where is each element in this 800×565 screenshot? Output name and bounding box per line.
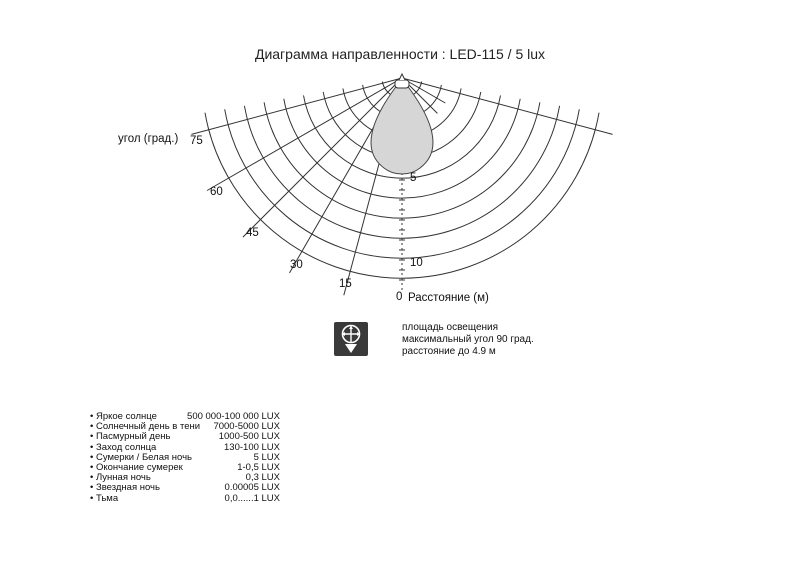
angle-line (191, 78, 402, 134)
beam-shape (371, 84, 433, 174)
lux-value: 5 LUX (253, 451, 280, 463)
lamp-icon (395, 80, 409, 88)
legend-line: расстояние до 4.9 м (402, 346, 496, 357)
lux-value: 1-0,5 LUX (237, 462, 280, 474)
lux-condition: • Пасмурный день (90, 431, 171, 443)
lux-condition: • Звездная ночь (90, 482, 160, 494)
legend-text (402, 322, 534, 358)
illumination-area-icon (334, 322, 368, 356)
angle-tick-label: 45 (246, 227, 259, 239)
diagram-title: Диаграмма направленности : LED-115 / 5 lux (254, 46, 546, 62)
lamp-mount (399, 74, 405, 80)
lux-row (90, 494, 280, 504)
distance-tick-label: 0 (396, 291, 403, 303)
lux-value: 500 000-100 000 LUX (187, 411, 280, 422)
lux-condition: • Окончание сумерек (90, 462, 183, 474)
distance-tick-label: 5 (410, 172, 417, 184)
lux-condition: • Лунная ночь (90, 472, 151, 484)
angle-tick-label: 60 (210, 186, 223, 198)
distance-tick-label: 10 (410, 257, 423, 269)
diagram-labels (118, 133, 489, 304)
lux-condition: • Заход солнца (90, 441, 157, 453)
legend-line: максимальный угол 90 град. (402, 334, 534, 345)
lux-condition: • Яркое солнце (90, 411, 157, 422)
angle-axis-label: угол (град.) (118, 133, 179, 145)
lux-value: 0.00005 LUX (224, 482, 280, 494)
lux-value: 130-100 LUX (224, 441, 280, 453)
distance-axis-label: Расстояние (м) (408, 292, 489, 304)
light-beam (371, 74, 433, 174)
lux-value: 0,3 LUX (245, 472, 280, 484)
angle-line (402, 78, 613, 134)
angle-tick-label: 75 (190, 135, 203, 147)
lux-condition: • Сумерки / Белая ночь (90, 451, 192, 463)
angle-tick-label: 30 (290, 259, 303, 271)
angle-tick-label: 15 (339, 278, 352, 290)
lux-condition: • Солнечный день в тени (90, 421, 201, 433)
lux-reference-table (90, 412, 280, 504)
lux-value: 1000-500 LUX (218, 431, 280, 443)
lux-value: 7000-5000 LUX (213, 421, 280, 433)
legend-line: площадь освещения (402, 322, 499, 333)
lux-condition: • Тьма (90, 492, 119, 504)
lux-value: 0,0......1 LUX (224, 492, 280, 504)
